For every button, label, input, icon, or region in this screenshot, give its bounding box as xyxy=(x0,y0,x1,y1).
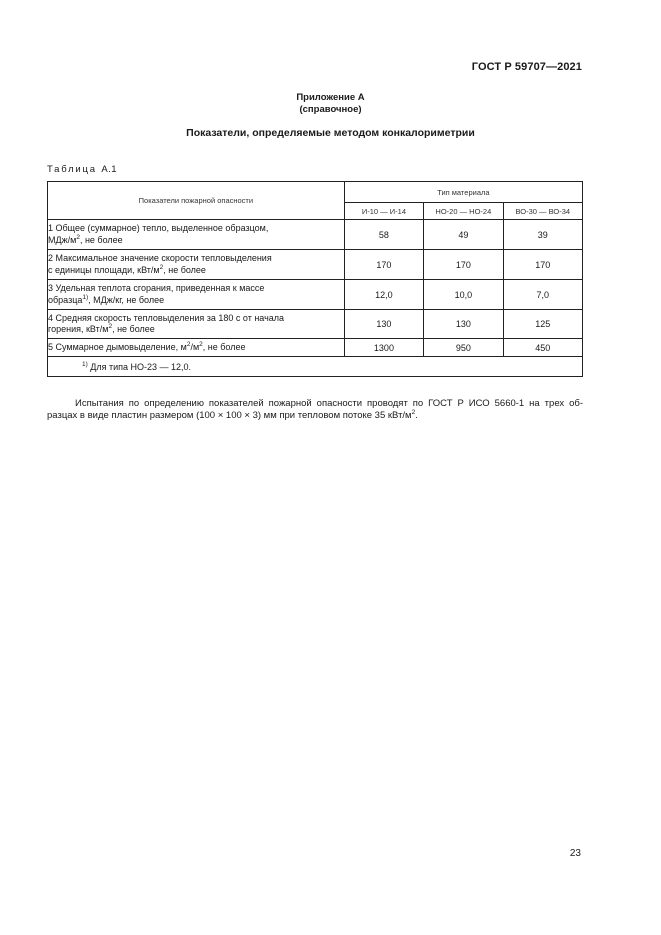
table-label: Таблица xyxy=(47,164,97,175)
indicator-cell: 4 Средняя скорость тепловыделения за 180 с от начала горения, кВт/$м^2$, не более xyxy=(48,310,345,339)
table-row xyxy=(48,280,583,310)
annex-title: Приложение А xyxy=(296,92,365,103)
value-cell: 130 xyxy=(344,310,423,339)
value-cell: 170 xyxy=(344,250,423,280)
table-row xyxy=(48,339,583,357)
page-number: 23 xyxy=(569,848,581,859)
footnote-mark: 1) xyxy=(82,360,88,368)
header-indicator: Показатели пожарной опасности xyxy=(48,182,345,220)
value-cell: 58 xyxy=(344,220,423,250)
value-cell: 950 xyxy=(424,339,503,357)
value-cell: 12,0 xyxy=(344,280,423,310)
annex-heading xyxy=(0,92,661,116)
table-row xyxy=(48,220,583,250)
document-code: ГОСТ Р 59707—2021 xyxy=(471,61,582,73)
table-footnote-row xyxy=(48,357,583,377)
value-cell: 49 xyxy=(424,220,503,250)
indicator-cell: 5 Суммарное дымовыделение, $м^2/м^2$, не более xyxy=(48,339,345,357)
value-cell: 450 xyxy=(503,339,582,357)
table-number: А.1 xyxy=(101,164,118,175)
table-footnote xyxy=(48,357,583,377)
indicator-cell: 1 Общее (суммарное) тепло, выделенное образцом, МДж/$м^2$, не более xyxy=(48,220,345,250)
value-cell: 7,0 xyxy=(503,280,582,310)
table-row xyxy=(48,250,583,280)
value-cell: 125 xyxy=(503,310,582,339)
indicator-cell: 2 Максимальное значение скорости тепловыделения с единицы площади, кВт/$м^2$, не более xyxy=(48,250,345,280)
table-row xyxy=(48,310,583,339)
header-col-2: НО-20 — НО-24 xyxy=(424,203,503,220)
footnote-text: Для типа НО-23 — 12,0. xyxy=(87,361,192,372)
annex-subtitle: (справочное) xyxy=(299,104,362,115)
value-cell: 170 xyxy=(424,250,503,280)
value-cell: 130 xyxy=(424,310,503,339)
indicator-cell: 3 Удельная теплота сгорания, приведенная к массе образца$^{1)}$, МДж/кг, не более xyxy=(48,280,345,310)
body-line-2: разцах в виде пластин размером (100 × 100 × 3) мм при тепловом потоке 35 кВт/$м^2$. xyxy=(47,408,418,421)
section-title: Показатели, определяемые методом конкалориметрии xyxy=(186,127,475,139)
value-cell: 10,0 xyxy=(424,280,503,310)
header-col-3: ВО-30 — ВО-34 xyxy=(503,203,582,220)
body-line-1: Испытания по определению показателей пожарной опасности проводят по ГОСТ Р ИСО 5660-1 на трех об- xyxy=(75,398,583,409)
value-cell: 1300 xyxy=(344,339,423,357)
value-cell: 170 xyxy=(503,250,582,280)
header-col-1: И-10 — И-14 xyxy=(344,203,423,220)
body-paragraph xyxy=(47,398,583,422)
indicators-table xyxy=(47,181,583,377)
value-cell: 39 xyxy=(503,220,582,250)
header-material-type: Тип материала xyxy=(344,182,582,203)
table-caption xyxy=(47,164,117,175)
